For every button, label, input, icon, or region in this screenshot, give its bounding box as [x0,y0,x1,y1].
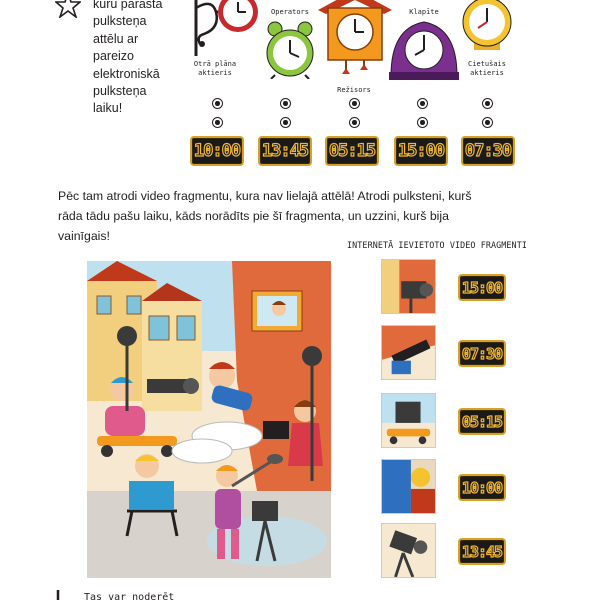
digital-clock: 05:15 [325,136,379,166]
radio-option[interactable] [482,117,493,128]
video-fragment-4 [381,459,436,514]
fragment-time: 05:15 [458,408,506,435]
fragments-title: INTERNETĀ IEVIETOTO VIDEO FRAGMENTI [347,240,527,250]
radio-option[interactable] [349,98,360,109]
wristwatch-icon [460,0,514,50]
mantel-clock-icon [389,18,459,80]
digital-clock: 15:00 [394,136,448,166]
star-icon [55,0,81,18]
radio-option[interactable] [280,98,291,109]
video-fragment-1 [381,259,436,314]
digital-clock: 10:00 [190,136,244,166]
film-set-illustration [87,261,331,578]
task-instruction: Pēc tam atrodi video fragmentu, kura nav lielajā attēlā! Atrodi pulksteni, kurš rāda tādu pašu laiku, kāds norādīts pie šī fragmenta, un uzzini, kurš bija vainīgais! [58,189,472,243]
fragment-time: 15:00 [458,274,506,301]
radio-option[interactable] [349,117,360,128]
radio-option[interactable] [212,98,223,109]
role-label-director: Režisors [337,86,371,94]
role-label-waiting-actors: Cietušais aktieris [468,60,506,77]
hint-icon [55,588,73,600]
role-label-clapper: Klapīte [409,8,439,16]
video-fragment-3 [381,393,436,448]
fragment-time: 13:45 [458,538,506,565]
alarm-clock-icon [263,21,317,79]
role-label-operators: Operators [271,8,309,16]
radio-option[interactable] [280,117,291,128]
video-fragment-2 [381,325,436,380]
radio-option[interactable] [417,117,428,128]
radio-option[interactable] [212,117,223,128]
wall-clock-icon [190,0,262,62]
digital-clock: 13:45 [258,136,312,166]
radio-option[interactable] [482,98,493,109]
intro-text: kuru parastā pulksteņa attēlu ar pareizo elektroniskā pulksteņa laiku! [93,0,163,116]
role-label-secondary-actors: Otrā plāna aktieris [193,60,237,77]
fragment-time: 07:30 [458,340,506,367]
video-fragment-5 [381,523,436,578]
cuckoo-clock-icon [318,0,392,84]
fragment-time: 10:00 [458,474,506,501]
hint-text: Tas var noderēt [84,592,175,600]
digital-clock: 07:30 [461,136,515,166]
radio-option[interactable] [417,98,428,109]
